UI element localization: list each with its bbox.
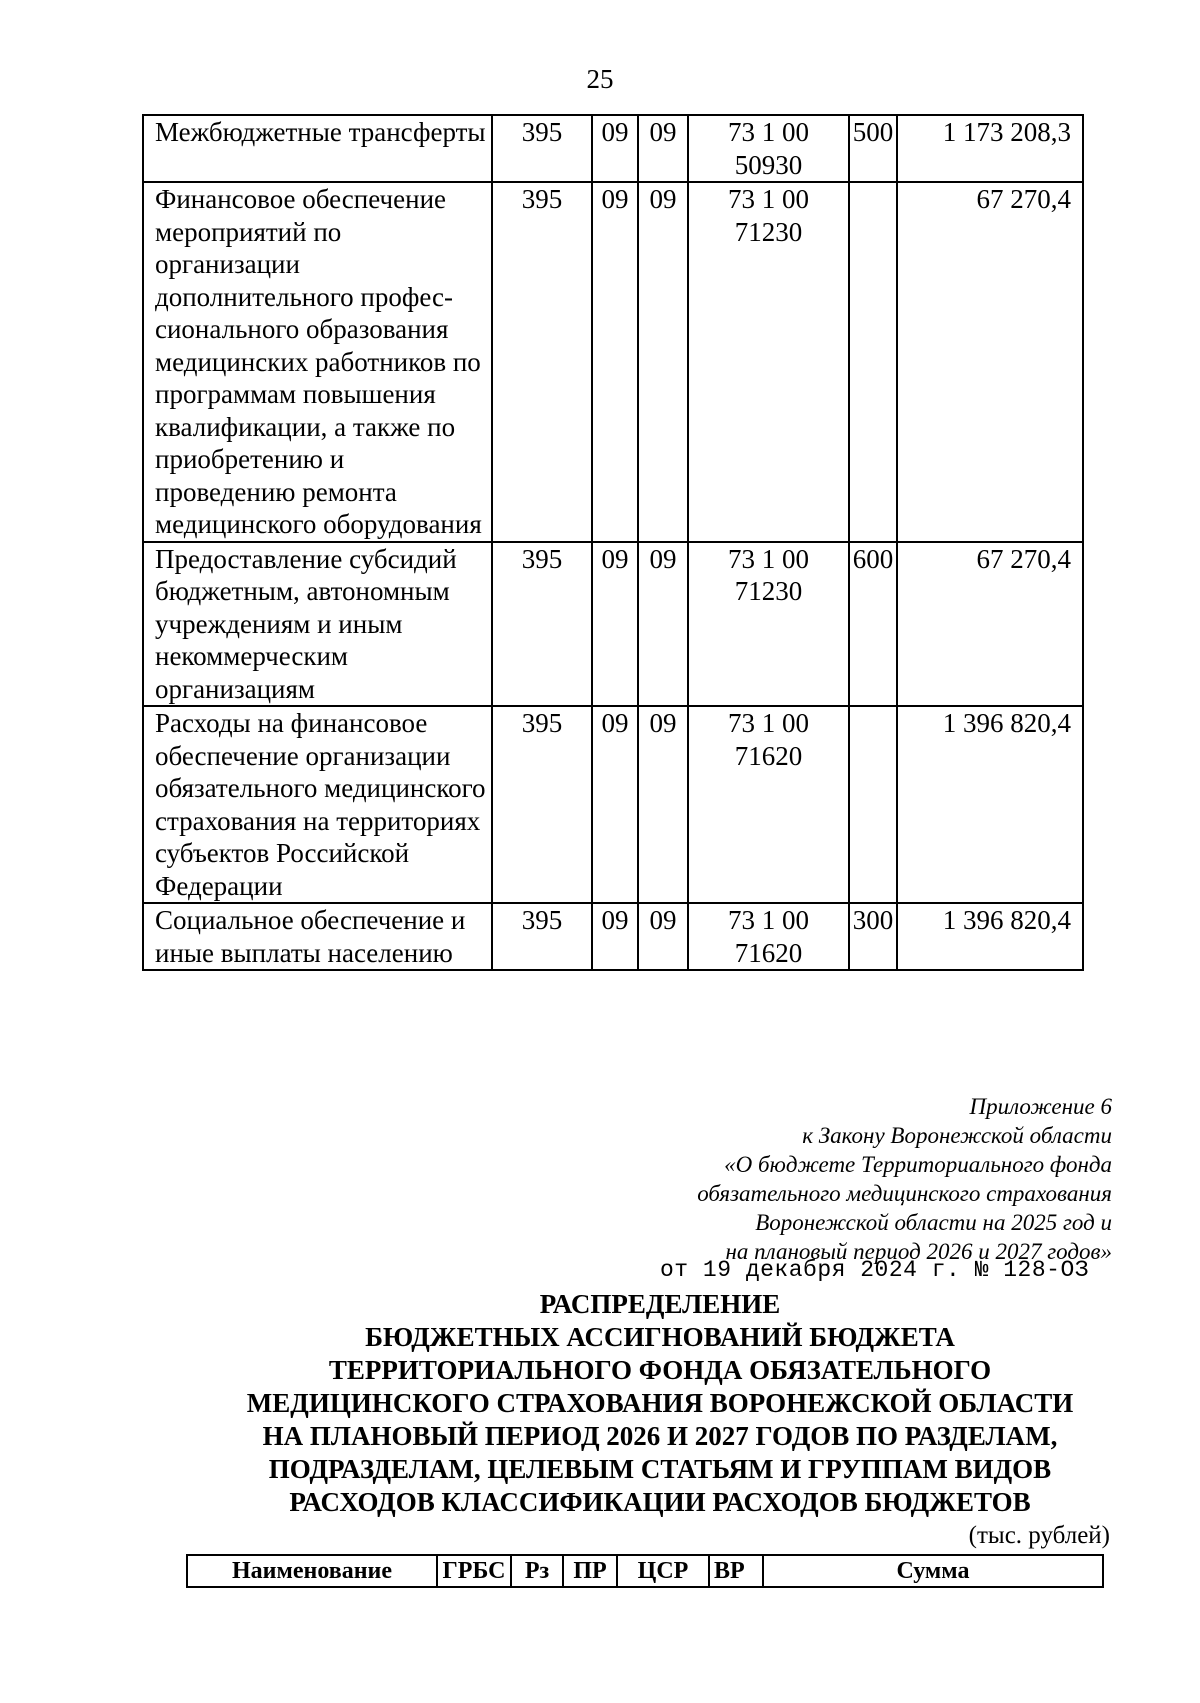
cell-name: Межбюджетные трансферты (143, 115, 492, 182)
cell-rz: 09 (592, 182, 638, 542)
cell-name: Финансовое обеспечение мероприятий по организации дополнительного профес-сионального образования медицинских работников по программам повышения квалификации, а также по приобретению и проведению ремонта медицинского оборудования (143, 182, 492, 542)
cell-grbs: 395 (492, 706, 592, 903)
cell-pr: 09 (638, 115, 688, 182)
header-vr: ВР (709, 1555, 763, 1587)
cell-pr: 09 (638, 542, 688, 707)
appendix-line: к Закону Воронежской области (802, 1123, 1112, 1148)
csr-line-1: 73 1 00 (728, 117, 809, 147)
csr-line-1: 73 1 00 (728, 543, 809, 574)
cell-pr: 09 (638, 903, 688, 970)
appendix-line: Воронежской области на 2025 год и (755, 1210, 1112, 1235)
header-row (187, 1555, 1103, 1587)
title-line: НА ПЛАНОВЫЙ ПЕРИОД 2026 И 2027 ГОДОВ ПО РАЗДЕЛАМ, (262, 1421, 1058, 1451)
cell-csr (688, 706, 849, 903)
cell-sum: 67 270,4 (897, 182, 1083, 542)
csr-line-2: 71620 (734, 740, 803, 771)
title-line: РАСПРЕДЕЛЕНИЕ (539, 1289, 781, 1319)
cell-sum: 1 396 820,4 (897, 903, 1083, 970)
title-line: РАСХОДОВ КЛАССИФИКАЦИИ РАСХОДОВ БЮДЖЕТОВ (289, 1487, 1031, 1517)
cell-grbs: 395 (492, 115, 592, 182)
cell-vr: 600 (849, 542, 897, 707)
cell-vr: 500 (849, 115, 897, 182)
cell-grbs: 395 (492, 182, 592, 542)
title-line: БЮДЖЕТНЫХ АССИГНОВАНИЙ БЮДЖЕТА (365, 1322, 955, 1352)
appendix-line: обязательного медицинского страхования (697, 1181, 1112, 1206)
document-title (150, 1288, 1170, 1519)
csr-line-1: 73 1 00 (728, 184, 809, 214)
law-date-stamp: от 19 декабря 2024 г. № 128-ОЗ (660, 1257, 1090, 1283)
budget-table (142, 114, 1084, 971)
cell-sum: 1 173 208,3 (897, 115, 1083, 182)
csr-line-2: 50930 (734, 149, 803, 180)
cell-sum: 1 396 820,4 (897, 706, 1083, 903)
cell-rz: 09 (592, 706, 638, 903)
table-row (143, 706, 1083, 903)
cell-sum: 67 270,4 (897, 542, 1083, 707)
cell-csr (688, 542, 849, 707)
table-row (143, 182, 1083, 542)
header-sum: Сумма (763, 1555, 1103, 1587)
cell-name: Социальное обеспечение и иные выплаты населению (143, 903, 492, 970)
cell-grbs: 395 (492, 542, 592, 707)
csr-line-2: 71620 (734, 937, 803, 968)
cell-pr: 09 (638, 706, 688, 903)
cell-vr (849, 706, 897, 903)
title-line: ТЕРРИТОРИАЛЬНОГО ФОНДА ОБЯЗАТЕЛЬНОГО (328, 1355, 992, 1385)
cell-vr (849, 182, 897, 542)
appendix-line: «О бюджете Территориального фонда (724, 1152, 1112, 1177)
cell-grbs: 395 (492, 903, 592, 970)
csr-line-1: 73 1 00 (728, 905, 809, 935)
table-row (143, 115, 1083, 182)
cell-name: Предоставление субсидий бюджетным, автономным учреждениям и иным некоммерческим организациям (143, 542, 492, 707)
table-row (143, 903, 1083, 970)
appendix-reference (552, 1092, 1112, 1266)
csr-line-1: 73 1 00 (728, 708, 809, 738)
cell-csr (688, 903, 849, 970)
cell-csr (688, 182, 849, 542)
header-rz: Рз (511, 1555, 563, 1587)
cell-vr: 300 (849, 903, 897, 970)
csr-line-2: 71230 (734, 216, 803, 247)
table-row (143, 542, 1083, 707)
cell-rz: 09 (592, 115, 638, 182)
appendix-line: на плановый период 2026 и 2027 годов» (725, 1239, 1112, 1264)
title-line: ПОДРАЗДЕЛАМ, ЦЕЛЕВЫМ СТАТЬЯМ И ГРУППАМ ВИДОВ (268, 1454, 1052, 1484)
units-label: (тыс. рублей) (968, 1522, 1110, 1549)
appendix-line: Приложение 6 (969, 1094, 1112, 1119)
header-grbs: ГРБС (437, 1555, 511, 1587)
cell-pr: 09 (638, 182, 688, 542)
header-pr: ПР (563, 1555, 617, 1587)
header-table (186, 1554, 1104, 1588)
header-csr: ЦСР (617, 1555, 709, 1587)
page-number: 25 (586, 64, 614, 94)
csr-line-2: 71230 (734, 576, 803, 606)
cell-csr (688, 115, 849, 182)
cell-rz: 09 (592, 542, 638, 707)
header-name: Наименование (187, 1555, 437, 1587)
cell-name: Расходы на финансовое обеспечение организации обязательного медицинского страхования на территориях субъектов Российской Федерации (143, 706, 492, 903)
cell-rz: 09 (592, 903, 638, 970)
title-line: МЕДИЦИНСКОГО СТРАХОВАНИЯ ВОРОНЕЖСКОЙ ОБЛАСТИ (246, 1388, 1074, 1418)
